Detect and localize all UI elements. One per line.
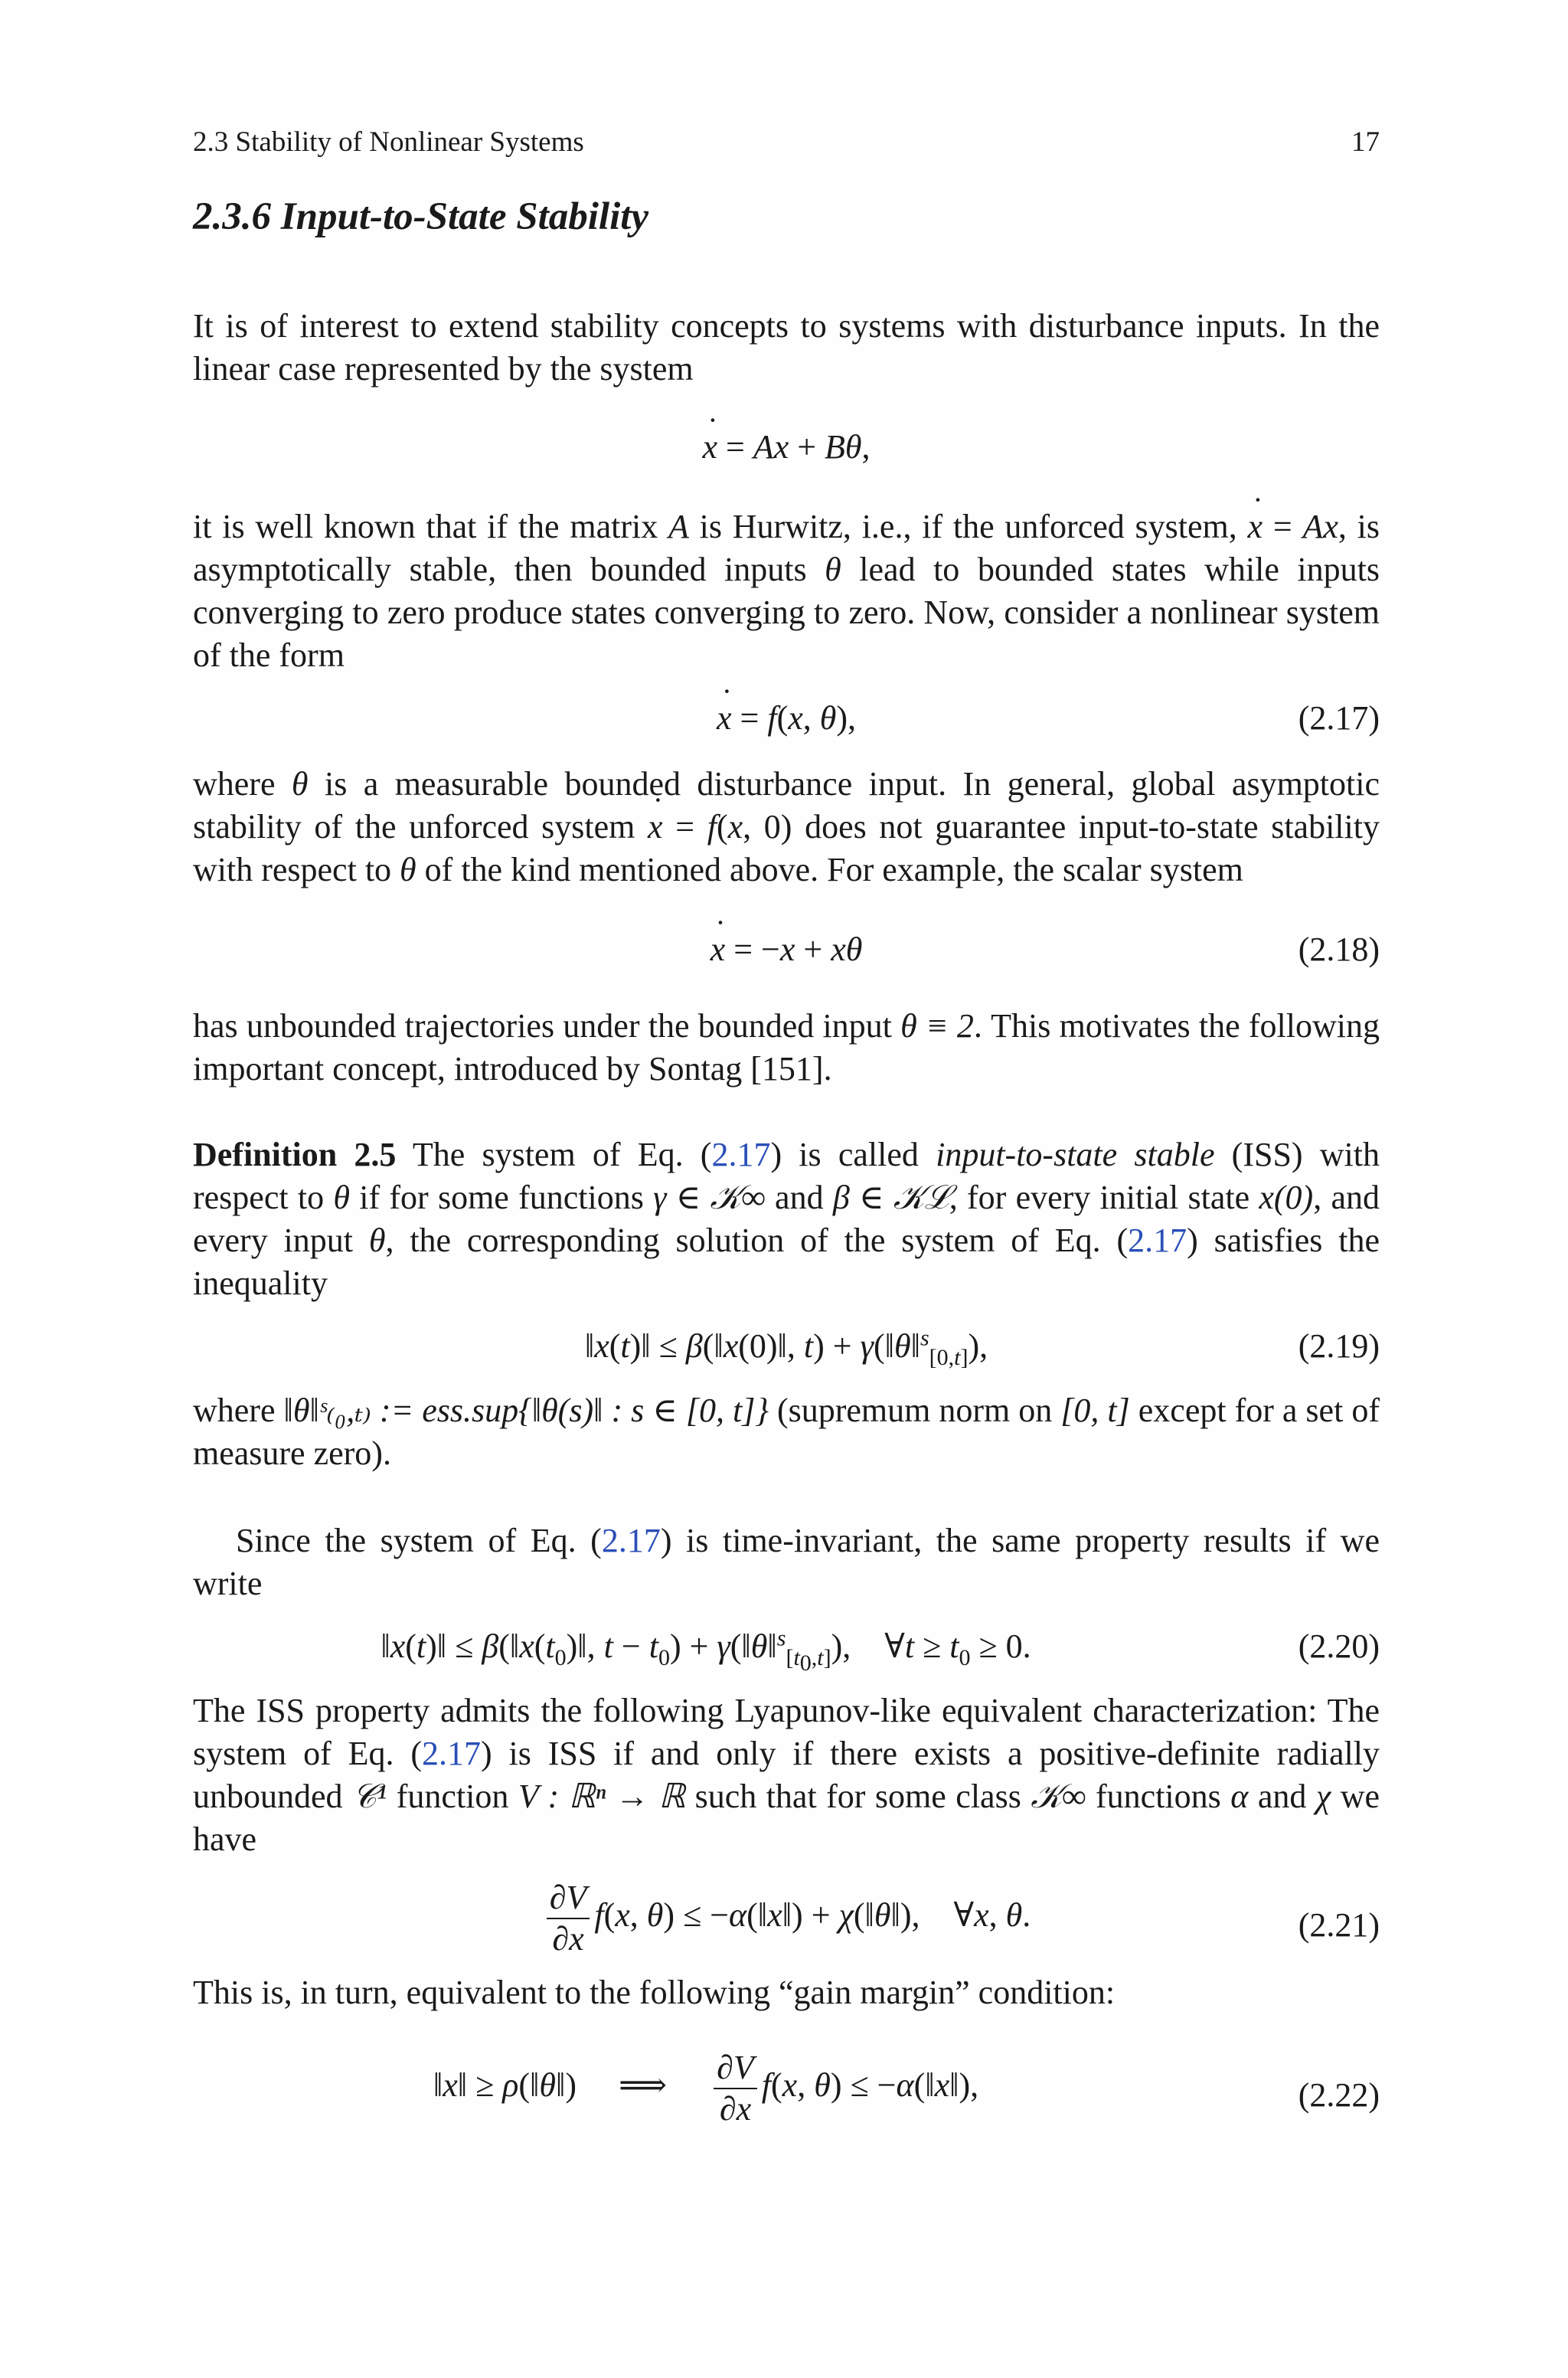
paragraph-linear: it is well known that if the matrix A is Hurwitz, i.e., if the unforced system, ˙ x = Ax, is asymptotically stable, then bounded inputs θ lead to bounded states while inputs converging to zero produce states converging to zero. Now, consider a nonlinear system of the form	[193, 505, 1380, 677]
equation-body: ‖x(t)‖ ≤ β(‖x(0)‖, t) + γ(‖θ‖$^s_{[0,t]}$),	[584, 1325, 988, 1370]
equation-body: ˙ x = −x + xθ	[193, 928, 1380, 971]
paragraph-lyapunov: The ISS property admits the following Lyapunov-like equivalent characterization: The system of Eq. (2.17) is ISS if and only if there exists a positive-definite radially unbounded 𝒞¹ function V : ℝⁿ → ℝ such that for some class 𝒦∞ functions α and χ we have	[193, 1692, 1380, 1858]
equation-2-21	[193, 1878, 1380, 1970]
equation-number: (2.22)	[1298, 2076, 1380, 2114]
equation-body: ‖x(t)‖ ≤ $\beta(‖x(t_0)‖$, $t - t_0$) + γ(‖θ‖$^s_{[t_0,t]}$), ∀t ≥ $t_0 \ge 0$.	[381, 1625, 1031, 1676]
paragraph-nonlinear: where θ is a measurable bounded disturbance input. In general, global asymptotic stability of the unforced system ˙ x = f(x, 0) does not guarantee input-to-state stability with respect to θ of the kind mentioned above. For example, the scalar system	[193, 763, 1380, 891]
equation-number: (2.20)	[1298, 1627, 1380, 1665]
paragraph-gain-margin: This is, in turn, equivalent to the following “gain margin” condition:	[193, 1974, 1116, 2011]
paragraph-unbounded: has unbounded trajectories under the bounded input θ ≡ 2. This motivates the following important concept, introduced by Sontag [151].	[193, 1007, 1380, 1088]
equation-link[interactable]: 2.17	[601, 1522, 661, 1559]
equation-number: (2.17)	[1298, 699, 1380, 737]
paragraph-intro: It is of interest to extend stability concepts to systems with disturbance inputs. In the linear case represented by the system	[193, 307, 1380, 388]
equation-body: ˙ x = Ax + Bθ,	[193, 426, 1380, 469]
equation-number: (2.21)	[1298, 1906, 1380, 1944]
equation-number: (2.18)	[1298, 931, 1380, 968]
equation-linear	[193, 426, 1380, 475]
equation-body: ‖x‖ ≥ ρ(‖θ‖) ⟹ $\frac{\partial V}{\partial x}$ f(x, θ) ≤ −α(‖x‖),	[433, 2049, 979, 2128]
equation-2-17	[193, 697, 1380, 746]
page	[193, 0, 1380, 2378]
page-number: 17	[1351, 126, 1380, 158]
section-title: 2.3.6 Input-to-State Stability	[193, 195, 649, 238]
equation-2-22	[193, 2048, 1380, 2140]
equation-2-19	[193, 1325, 1380, 1374]
equation-link[interactable]: 2.17	[711, 1136, 771, 1173]
equation-2-18	[193, 928, 1380, 977]
equation-number: (2.19)	[1298, 1327, 1380, 1365]
equation-body: ˙ x = f(x, θ),	[193, 697, 1380, 740]
equation-body: $\frac{\partial V}{\partial x}$ f(x, θ) ≤ −α(‖x‖) + χ(‖θ‖), ∀x, θ.	[193, 1878, 1380, 1959]
equation-link[interactable]: 2.17	[422, 1735, 481, 1772]
running-header-section: 2.3 Stability of Nonlinear Systems	[193, 126, 584, 158]
equation-2-20	[193, 1625, 1380, 1674]
definition-2-5: Definition 2.5 The system of Eq. (2.17) is called input-to-state stable (ISS) with respect to θ if for some functions γ ∈ 𝒦∞ and β ∈ 𝒦ℒ, for every initial state x(0), and every input θ, the corresponding solution of the system of Eq. (2.17) satisfies the inequality	[193, 1136, 1380, 1302]
equation-link[interactable]: 2.17	[1128, 1222, 1187, 1259]
paragraph-ess-sup: where ‖θ‖ˢ₍₀,ₜ₎ := ess.sup{‖θ(s)‖ : s ∈ [0, t]} (supremum norm on [0, t] except for a set of measure zero).	[193, 1392, 1380, 1472]
paragraph-time-invariant: Since the system of Eq. (2.17) is time-invariant, the same property results if we write	[193, 1522, 1380, 1602]
definition-label: Definition 2.5	[193, 1136, 397, 1173]
